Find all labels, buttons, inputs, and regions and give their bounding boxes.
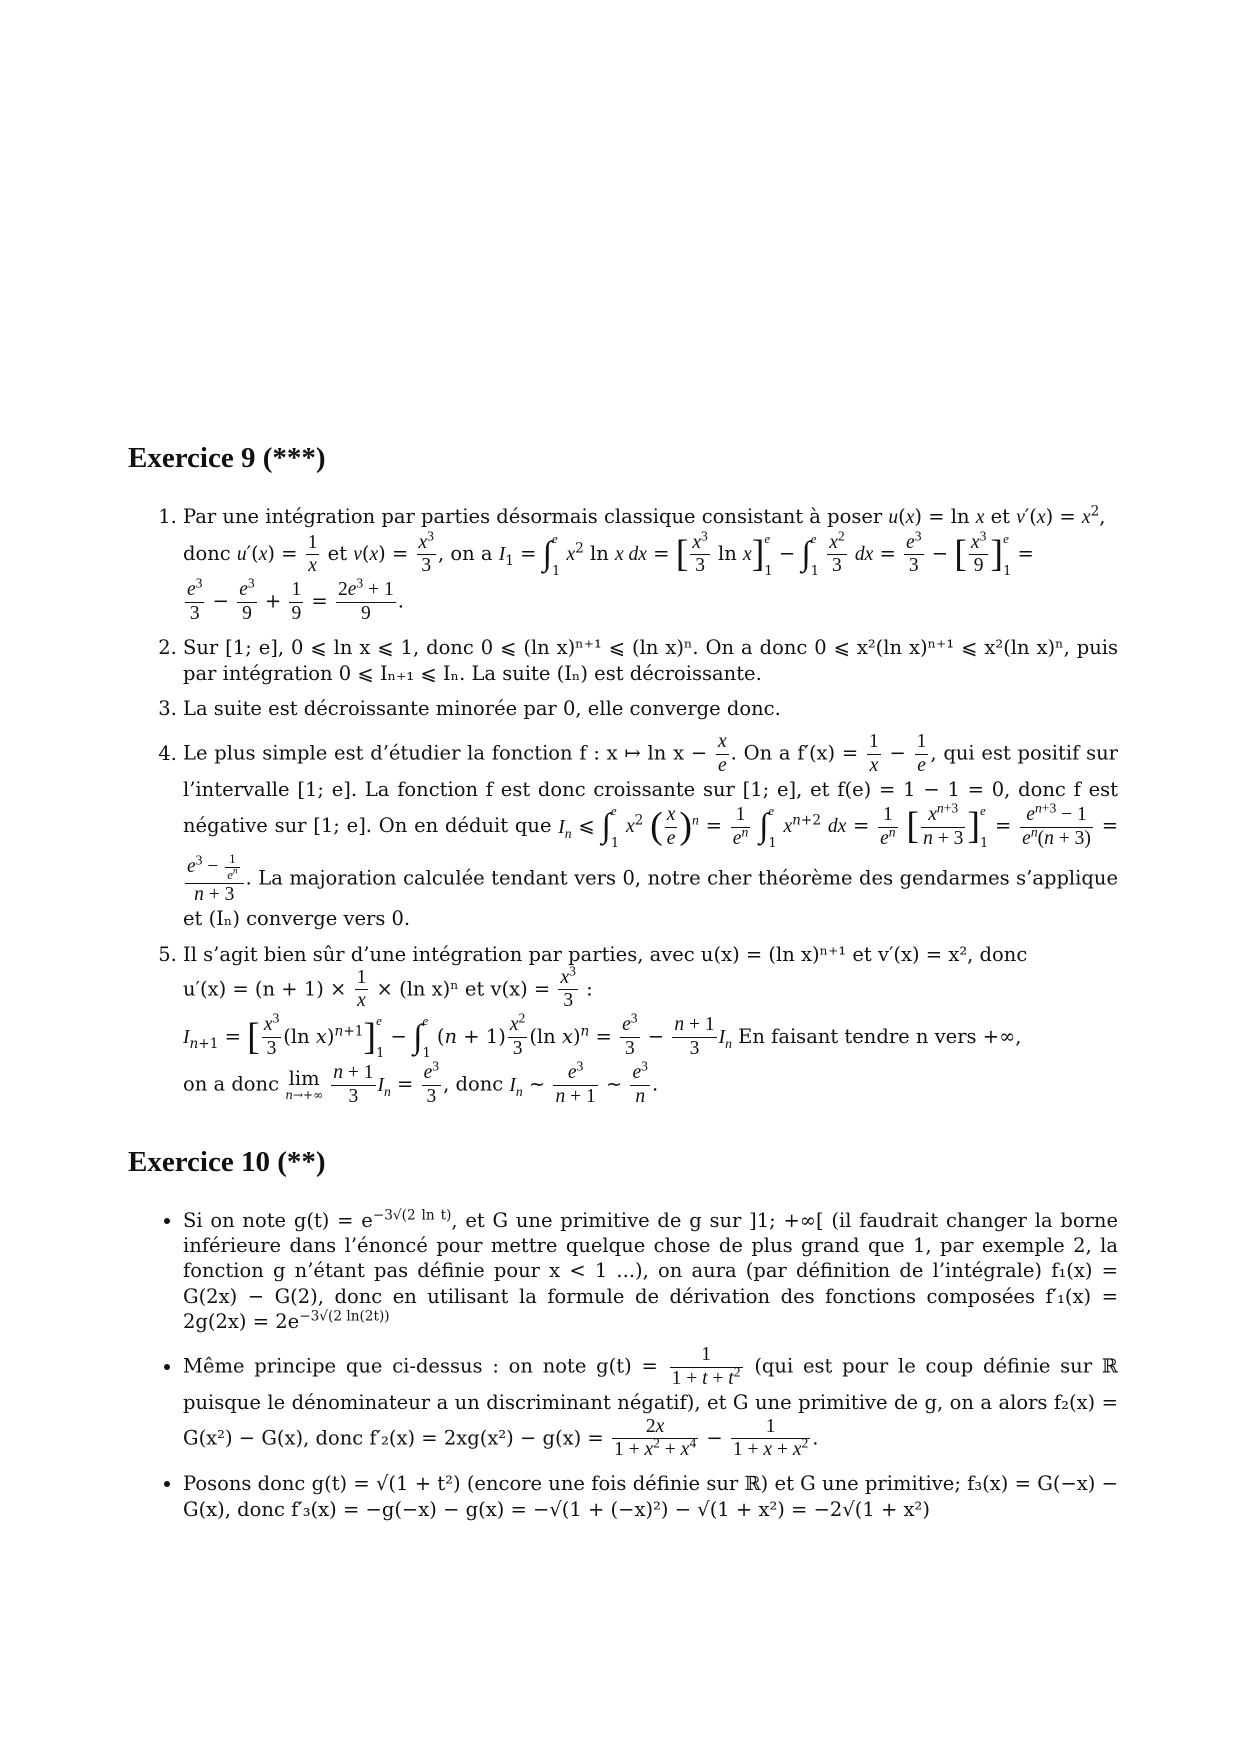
exercise-10-title: Exercice 10 (**) — [128, 1145, 326, 1178]
item-1-line-3: $\frac{e^3}{3}$ − $\frac{e^3}{9}$ + $\frac{1}{9}$ = $\frac{2e^3 + 1}{9}$ . — [187, 575, 404, 624]
exercise-9-item-1: 1. Par une intégration par parties désormais classique consistant à poser u(x) = ln x et $v'(x) = x^2$, donc u′(x) = $\frac{1}{x}$ et v(x) = $\frac{x^3}{3}$ , on a $I_1$ = ∫ e 1 $x^2$ ln x dx = [ $\frac{x^3}{3}$ ln x] e 1 − ∫ e 1 $\frac{x^2}{3}$ dx = $\frac{e^3}{3}$ − [ $\frac{x^3}{9}$ ] e 1 = $\frac{e^3}{3}$ − $\frac{e^3}{9}$ + $\frac{1}{9}$ = $\frac{2e^3 + 1}{9}$ . — [183, 504, 1118, 626]
limit-line: on a donc lim n→+∞ $\frac{n + 1}{3}$ $I_n$ = $\frac{e^3}{3}$ , donc $I_n$ ∼ $\frac{e^3}{n + 1}$ ∼ $\frac{e^3}{n}$ . — [183, 1058, 659, 1107]
exercise-9-item-5: 5. Il s’agit bien sûr d’une intégration par parties, avec u(x) = (ln x)ⁿ⁺¹ et v′(x) = x², donc u′(x) = (n + 1) × $\frac{1}{x}$ × (ln x)ⁿ et v(x) = $\frac{x^3}{3}$ : $I_{n+1}$ = [ $\frac{x^3}{3}$ (ln x)$^{n+1}$] e 1 − ∫ e 1 (n + 1) $\frac{x^2}{3}$ (ln x)$^n$ = $\frac{e^3}{3}$ − $\frac{n + 1}{3}$ $I_n$ En faisant tendre n vers +∞, on a donc lim n→+∞ $\frac{n + 1}{3}$ $I_n$ = $\frac{e^3}{3}$ , donc $I_n$ ∼ $\frac{e^3}{n + 1}$ ∼ $\frac{e^3}{n}$ . — [183, 942, 1118, 1108]
exercise-9-item-3: 3. La suite est décroissante minorée par 0, elle converge donc. — [183, 696, 1118, 721]
exercise-10-bullet-3: • Posons donc g(t) = √(1 + t²) (encore une fois définie sur ℝ) et G une primitive; f₃(x) = G(−x) − G(x), donc f′₃(x) = −g(−x) − g(x) = −√(1 + (−x)²) − √(1 + x²) = −2√(1 + x²) — [183, 1471, 1118, 1522]
recurrence-line: $I_{n+1}$ = [ $\frac{x^3}{3}$ (ln x)$^{n+1}$] e 1 − ∫ e 1 (n + 1) $\frac{x^2}{3}$ (ln x)$^n$ = $\frac{e^3}{3}$ − $\frac{n + 1}{3}$ $I_n$ En faisant tendre n vers +∞, — [183, 1010, 1022, 1062]
exercise-9-list — [128, 504, 1118, 1108]
item-1-line-2: donc u′(x) = $\frac{1}{x}$ et v(x) = $\frac{x^3}{3}$ , on a $I_1$ = ∫ e 1 $x^2$ ln x dx = [ $\frac{x^3}{3}$ ln x] e 1 − ∫ e 1 $\frac{x^2}{3}$ dx = $\frac{e^3}{3}$ − [ $\frac{x^3}{9}$ ] e 1 = — [183, 528, 1034, 579]
exercise-9-item-4: 4. Le plus simple est d’étudier la fonction f : x ↦ ln x − $\frac{x}{e}$ . On a f′(x) = $\frac{1}{x}$ − $\frac{1}{e}$ , qui est positif sur l’intervalle [1; e]. La fonction f est donc croissante sur [1; e], et f(e) = 1 − 1 = 0, donc f est négative sur [1; e]. On en déduit que $I_n$ ⩽ ∫ e 1 $x^2$ ( $\frac{x}{e}$ )$^n$ = $\frac{1}{e^n}$ ∫ e 1 $x^{n+2}$ dx = $\frac{1}{e^n}$ [ $\frac{x^{n+3}}{n + 3}$ ] e 1 = $\frac{e^{n+3} - 1}{e^n(n + 3)}$ = $e^3$ − $\frac{1}{e^n}$ n + 3 . La majoration calculée tendant vers 0, notre cher théorème des gendarmes s’applique et (Iₙ) converge vers 0. — [183, 731, 1118, 931]
document-page — [128, 440, 1118, 1532]
exercise-10-list — [128, 1208, 1118, 1522]
exercise-9-title: Exercice 9 (***) — [128, 442, 326, 474]
exercise-9-item-2: 2. Sur [1; e], 0 ⩽ ln x ⩽ 1, donc 0 ⩽ (ln x)ⁿ⁺¹ ⩽ (ln x)ⁿ. On a donc 0 ⩽ x²(ln x)ⁿ⁺¹ ⩽ x²(ln x)ⁿ, puis par intégration 0 ⩽ Iₙ₊₁ ⩽ Iₙ. La suite (Iₙ) est décroissante. — [183, 635, 1118, 686]
exercise-10-bullet-1: • Si on note $g(t) = e^{-3√(2 ln t)}$, et G une primitive de g sur ]1; +∞[ (il faudrait changer la borne inférieure dans l’énoncé pour mettre quelque chose de plus grand que 1, par exemple 2, la fonction g n’étant pas définie pour x < 1 ...), on aura (par définition de l’intégrale) f₁(x) = G(2x) − G(2), donc en utilisant la formule de dérivation des fonctions composées $f'_1(x) = 2g(2x) = 2e^{-3√(2 ln(2t))}$ — [183, 1208, 1118, 1335]
exercise-10-bullet-2: • Même principe que ci-dessus : on note g(t) = $\frac{1}{1 + t + t^2}$ (qui est pour le coup définie sur ℝ puisque le dénominateur a un discriminant négatif), et G une primitive de g, on a alors f₂(x) = G(x²) − G(x), donc f′₂(x) = 2xg(x²) − g(x) = $\frac{2x}{1 + x^2 + x^4}$ − $\frac{1}{1 + x + x^2}$ . — [183, 1344, 1118, 1461]
